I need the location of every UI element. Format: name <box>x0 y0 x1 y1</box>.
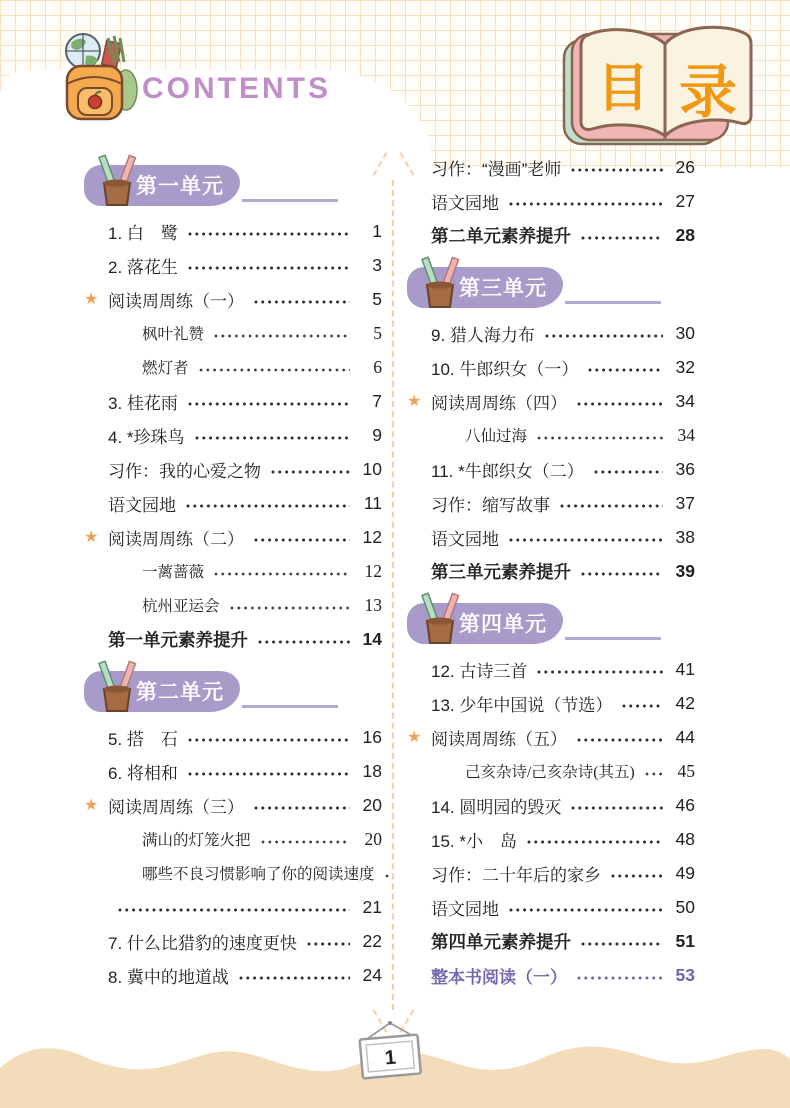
unit-title: 第二单元 <box>136 681 224 704</box>
dot-leader <box>560 504 663 508</box>
entry-page-number: 51 <box>675 930 695 951</box>
dot-leader <box>527 840 663 844</box>
entry-title: 语文园地 <box>431 899 499 919</box>
dot-leader <box>258 640 350 644</box>
toc-entry <box>84 622 382 656</box>
entry-title: 八仙过海 <box>465 428 528 445</box>
mulu-book-icon <box>562 20 764 157</box>
entry-page-number: 1 <box>372 220 382 241</box>
entry-page-number: 38 <box>675 526 695 547</box>
entry-page-number: 46 <box>675 794 695 815</box>
toc-entry <box>407 452 695 486</box>
unit-banner-tail <box>242 199 338 202</box>
toc-entry <box>407 788 695 822</box>
entry-title: 阅读周周练（二） <box>108 529 244 549</box>
dot-leader <box>545 334 663 338</box>
dot-leader <box>537 670 663 674</box>
entry-page-number: 27 <box>675 190 695 211</box>
entry-title: 语文园地 <box>108 495 176 515</box>
entry-page-number: 9 <box>372 424 382 445</box>
unit-header <box>84 662 382 712</box>
toc-entry <box>84 554 382 588</box>
unit-title: 第三单元 <box>459 277 547 300</box>
toc-entry <box>407 686 695 720</box>
entry-page-number: 18 <box>362 760 382 781</box>
toc-entry <box>407 754 695 788</box>
pencil-cup-icon <box>94 659 140 719</box>
dot-leader <box>537 436 663 440</box>
toc-entry <box>84 856 382 890</box>
header-grid-band <box>0 0 790 168</box>
toc-entry <box>407 554 695 588</box>
page-number-sign <box>348 1020 432 1087</box>
dot-leader <box>188 402 350 406</box>
unit-banner-tail <box>565 301 661 304</box>
entry-title: 11. *牛郎织女（二） <box>431 461 584 481</box>
dot-leader <box>195 436 350 440</box>
unit-banner <box>84 165 240 206</box>
entry-title: 阅读周周练（一） <box>108 291 244 311</box>
dot-leader <box>186 504 350 508</box>
mulu-char-right: 录 <box>678 60 738 125</box>
dot-leader <box>254 806 350 810</box>
entry-title: 10. 牛郎织女（一） <box>431 359 579 379</box>
entry-page-number: 44 <box>675 726 695 747</box>
toc-entry <box>407 218 695 252</box>
unit-banner <box>84 671 240 712</box>
dot-leader <box>571 806 663 810</box>
entry-title: 15. *小 岛 <box>431 831 517 851</box>
toc-entry <box>84 418 382 452</box>
toc-entry <box>84 316 382 350</box>
entry-title: 9. 猎人海力布 <box>431 325 535 345</box>
toc-entry <box>84 248 382 282</box>
dot-leader <box>254 300 350 304</box>
pencil-cup-icon <box>94 153 140 213</box>
pencil-cup-icon <box>417 591 463 651</box>
entry-title: 7. 什么比猎豹的速度更快 <box>108 933 297 953</box>
dot-leader <box>581 572 663 576</box>
entry-page-number: 5 <box>373 322 382 343</box>
toc-entry <box>84 924 382 958</box>
entry-page-number: 42 <box>675 692 695 713</box>
backpack-globe-icon <box>52 28 148 133</box>
entry-title: 整本书阅读（一） <box>431 967 567 987</box>
dot-leader <box>307 942 350 946</box>
entry-page-number: 50 <box>675 896 695 917</box>
star-icon: ★ <box>84 797 99 814</box>
entry-title: 燃灯者 <box>142 360 189 377</box>
toc-column-right <box>407 150 695 992</box>
unit-header <box>84 156 382 206</box>
entry-title: 5. 搭 石 <box>108 729 178 749</box>
entry-title: 杭州亚运会 <box>142 598 220 615</box>
entry-title: 14. 圆明园的毁灭 <box>431 797 562 817</box>
page-number: 1 <box>383 1046 397 1070</box>
dot-leader <box>261 840 350 844</box>
unit-banner <box>407 603 563 644</box>
entry-page-number: 16 <box>362 726 382 747</box>
dot-leader <box>509 202 663 206</box>
dot-leader <box>188 232 350 236</box>
entry-title: 阅读周周练（三） <box>108 797 244 817</box>
contents-title: CONTENTS <box>142 72 331 105</box>
entry-title: 习作：我的心爱之物 <box>108 461 261 481</box>
toc-entry <box>84 958 382 992</box>
entry-page-number: 22 <box>362 930 382 951</box>
toc-entry <box>84 486 382 520</box>
entry-page-number: 53 <box>675 964 695 985</box>
dot-leader <box>188 772 350 776</box>
toc-entry <box>407 958 695 992</box>
dot-leader <box>230 606 350 610</box>
toc-entry <box>407 720 695 754</box>
entry-page-number: 30 <box>675 322 695 343</box>
entry-page-number: 14 <box>362 628 382 649</box>
entry-page-number: 41 <box>675 658 695 679</box>
entry-page-number: 10 <box>362 458 382 479</box>
entry-page-number: 34 <box>675 390 695 411</box>
toc-entry <box>407 856 695 890</box>
dot-leader <box>271 470 350 474</box>
star-icon: ★ <box>407 729 422 746</box>
entry-page-number: 7 <box>372 390 382 411</box>
dot-leader <box>199 368 350 372</box>
toc-entry <box>407 418 695 452</box>
dot-leader <box>571 168 663 172</box>
entry-title: 8. 冀中的地道战 <box>108 967 229 987</box>
toc-entry <box>407 890 695 924</box>
entry-page-number: 21 <box>362 896 382 917</box>
entry-page-number: 24 <box>362 964 382 985</box>
entry-title: 第四单元素养提升 <box>431 931 571 952</box>
toc-entry <box>407 150 695 184</box>
entry-title: 枫叶礼赞 <box>142 326 205 343</box>
dot-leader <box>581 942 663 946</box>
dot-leader <box>188 266 350 270</box>
toc-entry <box>84 384 382 418</box>
toc-entry <box>407 316 695 350</box>
entry-title: 哪些不良习惯影响了你的阅读速度 <box>142 866 375 883</box>
unit-title: 第四单元 <box>459 613 547 636</box>
unit-header <box>407 594 695 644</box>
toc-entry <box>407 350 695 384</box>
dot-leader <box>509 908 663 912</box>
entry-page-number: 39 <box>675 560 695 581</box>
entry-title: 语文园地 <box>431 529 499 549</box>
toc-entry <box>407 822 695 856</box>
entry-page-number: 36 <box>675 458 695 479</box>
entry-title: 己亥杂诗/己亥杂诗(其五) <box>465 764 635 781</box>
dot-leader <box>509 538 663 542</box>
toc-entry <box>84 588 382 622</box>
toc-entry <box>84 350 382 384</box>
entry-title: 6. 将相和 <box>108 763 178 783</box>
entry-page-number: 11 <box>363 492 382 513</box>
entry-title: 习作：“漫画”老师 <box>431 159 562 179</box>
entry-page-number: 34 <box>677 424 695 445</box>
toc-entry <box>407 924 695 958</box>
mulu-char-left: 目 <box>596 60 650 118</box>
star-icon: ★ <box>84 291 99 308</box>
toc-entry <box>84 822 382 856</box>
dot-leader <box>254 538 350 542</box>
entry-page-number: 6 <box>373 356 382 377</box>
dot-leader <box>577 976 663 980</box>
star-icon: ★ <box>407 393 422 410</box>
entry-page-number: 3 <box>372 254 382 275</box>
entry-page-number: 12 <box>362 526 382 547</box>
dot-leader <box>214 572 350 576</box>
toc-entry <box>84 520 382 554</box>
entry-page-number: 48 <box>675 828 695 849</box>
entry-page-number: 5 <box>372 288 382 309</box>
dot-leader <box>385 874 391 878</box>
unit-header <box>407 258 695 308</box>
entry-page-number: 20 <box>364 828 382 849</box>
toc-entry <box>84 282 382 316</box>
dot-leader <box>581 236 663 240</box>
toc-entry <box>407 384 695 418</box>
entry-page-number: 37 <box>675 492 695 513</box>
toc-entry <box>84 720 382 754</box>
dot-leader <box>577 402 663 406</box>
entry-page-number: 32 <box>675 356 695 377</box>
entry-title: 4. *珍珠鸟 <box>108 427 185 447</box>
toc-column-left <box>84 150 382 992</box>
column-divider <box>392 180 394 1010</box>
entry-title: 1. 白 鹭 <box>108 223 178 243</box>
toc-entry <box>84 890 382 924</box>
star-icon: ★ <box>84 529 99 546</box>
entry-title: 第二单元素养提升 <box>431 225 571 246</box>
unit-banner <box>407 267 563 308</box>
dot-leader <box>577 738 663 742</box>
entry-title: 满山的灯笼火把 <box>142 832 251 849</box>
entry-title: 2. 落花生 <box>108 257 178 277</box>
entry-page-number: 28 <box>675 224 695 245</box>
dot-leader <box>611 874 663 878</box>
entry-title: 3. 桂花雨 <box>108 393 178 413</box>
toc-entry <box>84 452 382 486</box>
toc-entry <box>407 520 695 554</box>
entry-title: 一蓠蔷薇 <box>142 564 205 581</box>
entry-page-number: 12 <box>364 560 382 581</box>
entry-page-number: 26 <box>675 156 695 177</box>
toc-entry <box>84 788 382 822</box>
dot-leader <box>214 334 350 338</box>
entry-title: 阅读周周练（五） <box>431 729 567 749</box>
entry-title: 第一单元素养提升 <box>108 629 248 650</box>
entry-page-number: 13 <box>364 594 382 615</box>
entry-title: 第三单元素养提升 <box>431 561 571 582</box>
toc-entry <box>407 652 695 686</box>
dot-leader <box>594 470 663 474</box>
entry-page-number: 20 <box>362 794 382 815</box>
toc-entry <box>407 486 695 520</box>
toc-entry <box>84 214 382 248</box>
pencil-cup-icon <box>417 255 463 315</box>
toc-entry <box>84 754 382 788</box>
unit-title: 第一单元 <box>136 175 224 198</box>
dot-leader <box>118 908 350 912</box>
dot-leader <box>239 976 350 980</box>
entry-title: 13. 少年中国说（节选） <box>431 695 613 715</box>
unit-banner-tail <box>565 637 661 640</box>
toc-entry <box>407 184 695 218</box>
unit-banner-tail <box>242 705 338 708</box>
dot-leader <box>645 772 663 776</box>
dot-leader <box>622 704 663 708</box>
dot-leader <box>588 368 663 372</box>
entry-title: 习作：缩写故事 <box>431 495 550 515</box>
entry-title: 阅读周周练（四） <box>431 393 567 413</box>
entry-title: 语文园地 <box>431 193 499 213</box>
entry-page-number: 49 <box>675 862 695 883</box>
entry-title: 习作：二十年后的家乡 <box>431 865 601 885</box>
entry-title: 12. 古诗三首 <box>431 661 528 681</box>
entry-page-number: 45 <box>677 760 695 781</box>
dot-leader <box>188 738 350 742</box>
